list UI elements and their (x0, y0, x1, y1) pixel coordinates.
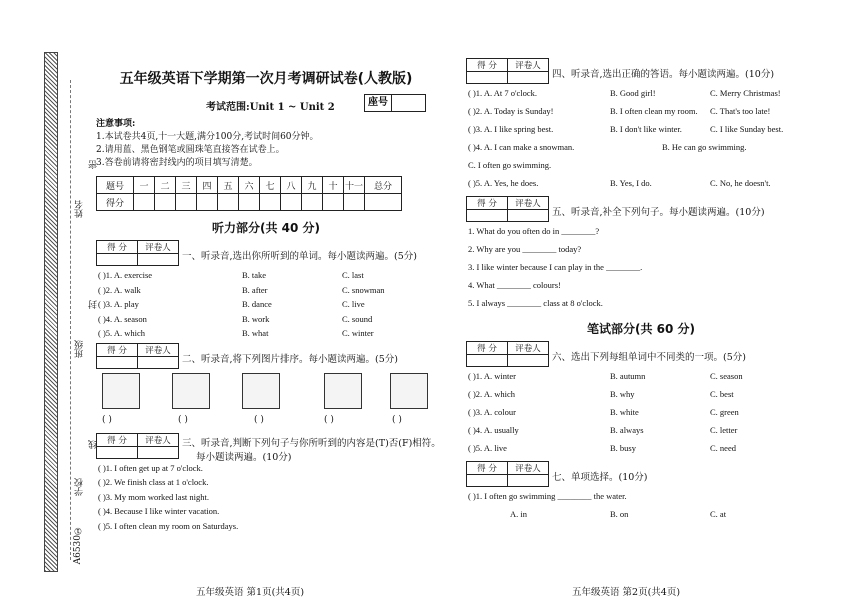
exam-title: 五年级英语下学期第一次月考调研试卷(人教版) (119, 71, 413, 87)
picture-row (96, 371, 436, 431)
q-text: 3. I like winter because I can play in the ________. (468, 262, 643, 272)
score-cell[interactable] (260, 194, 281, 211)
grader-cell[interactable] (138, 446, 179, 458)
q-option-c: C. snowman (342, 284, 385, 295)
picture-snowman-icon (390, 373, 428, 409)
answer-paren[interactable]: ( ) (254, 414, 264, 425)
section-2-title: 二、听录音,将下列图片排序。每小题读两遍。(5分) (182, 353, 398, 365)
score-header: 六 (239, 177, 260, 194)
grader-box (466, 461, 549, 487)
grader-box (96, 240, 179, 266)
seat-box[interactable] (364, 94, 426, 112)
score-header: 题号 (97, 177, 134, 194)
score-header: 九 (302, 177, 323, 194)
binding-strip (44, 52, 58, 572)
score-header: 二 (155, 177, 176, 194)
picture-swimming-icon (242, 373, 280, 409)
answer-paren[interactable]: ( ) (178, 414, 188, 425)
q-option-a: A. in (510, 509, 527, 519)
q-option-a: ( )3. A. I like spring best. (468, 124, 554, 134)
grader-cell[interactable] (138, 254, 179, 266)
grader-score-label: 得 分 (467, 197, 508, 210)
q-option-c: C. live (342, 299, 365, 309)
q-option-c: C. That's too late! (710, 106, 771, 116)
question-row (96, 504, 436, 519)
q-option-c: C. last (342, 270, 364, 280)
q-option-c: C. winter (342, 328, 374, 338)
q-option-b: B. always (610, 425, 644, 435)
q-option-c: C. letter (710, 425, 738, 435)
score-cell[interactable] (197, 194, 218, 211)
question-row (466, 224, 816, 242)
range-row (96, 94, 436, 116)
binding-line (70, 80, 71, 560)
score-header: 十 (323, 177, 344, 194)
seat-label: 座号 (365, 95, 392, 111)
q-text: 5. I always ________ class at 8 o'clock. (468, 298, 603, 308)
question-row (96, 475, 436, 490)
grader-person-label: 评卷人 (138, 241, 179, 254)
q-option-b: B. white (610, 407, 639, 417)
q-option-a: ( )5. A. which (98, 328, 145, 338)
seal-char-3: 线 (89, 440, 99, 449)
grader-cell[interactable] (97, 446, 138, 458)
question-row (466, 423, 816, 441)
note-item: 1.本试卷共4页,十一大题,满分100分,考试时间60分钟。 (96, 132, 319, 142)
q-option-b: B. Good girl! (610, 88, 656, 98)
picture-shopping-icon (172, 373, 210, 409)
grader-cell[interactable] (97, 254, 138, 266)
q-option-a: ( )1. A. At 7 o'clock. (468, 88, 538, 98)
q-option-b: B. I don't like winter. (610, 124, 682, 134)
grader-person-label: 评卷人 (508, 342, 549, 355)
q-option-c: C. best (710, 389, 734, 399)
section-5-title: 五、听录音,补全下列句子。每小题读两遍。(10分) (552, 207, 765, 218)
grader-cell[interactable] (467, 72, 508, 84)
section-6-title: 六、选出下列每组单词中不同类的一项。(5分) (552, 352, 746, 363)
q-text: ( )1. I often go swimming ________ the water. (468, 491, 627, 501)
score-header: 三 (176, 177, 197, 194)
q-option-a: ( )4. A. I can make a snowman. (468, 142, 575, 152)
score-cell[interactable] (302, 194, 323, 211)
answer-paren[interactable]: ( ) (102, 414, 112, 425)
section-1-title: 一、听录音,选出你所听到的单词。每小题读两遍。(5分) (182, 251, 417, 262)
section-2-header (96, 343, 436, 371)
section-7-title: 七、单项选择。(10分) (552, 472, 648, 483)
grader-score-label: 得 分 (467, 462, 508, 475)
q-option-b: B. He can go swimming. (662, 142, 747, 152)
grader-box (96, 433, 179, 459)
q-option-c: C. I like Sunday best. (710, 124, 784, 134)
left-column (96, 60, 441, 533)
q-option-a: ( )3. A. colour (468, 407, 516, 417)
question-row (466, 242, 816, 260)
q-text: 1. What do you often do in ________? (468, 226, 600, 236)
question-row (466, 489, 816, 507)
writing-part-title: 笔试部分(共 60 分) (586, 322, 696, 336)
answer-paren[interactable]: ( ) (324, 414, 334, 425)
grader-box (466, 58, 549, 84)
grader-person-label: 评卷人 (508, 462, 549, 475)
grader-score-label: 得 分 (467, 59, 508, 72)
score-cell[interactable] (365, 194, 402, 211)
notes-heading: 注意事项: (96, 119, 136, 129)
score-cell[interactable] (176, 194, 197, 211)
q-option-c: C. Merry Christmas! (710, 88, 781, 98)
q-option-b: B. dance (242, 299, 272, 309)
q-option-b: B. what (242, 328, 269, 338)
section-4-title: 四、听录音,选出正确的答语。每小题读两遍。(10分) (552, 69, 775, 80)
grader-cell[interactable] (467, 355, 508, 367)
score-row-label: 得分 (97, 194, 134, 211)
score-header: 五 (218, 177, 239, 194)
q-text: 2. Why are you ________ today? (468, 244, 582, 254)
picture-cleaning-icon (102, 373, 140, 409)
grader-cell[interactable] (508, 210, 549, 222)
question-row (466, 278, 816, 296)
grader-cell[interactable] (508, 355, 549, 367)
q-option-a: ( )2. A. which (468, 389, 515, 399)
class-label: 班级 (75, 340, 85, 358)
q-text: ( )5. I often clean my room on Saturdays. (98, 520, 239, 531)
question-row (466, 369, 816, 387)
score-cell[interactable] (344, 194, 365, 211)
grader-box (466, 341, 549, 367)
note-item: 2.请用蓝、黑色钢笔或圆珠笔直接答在试卷上。 (96, 145, 285, 155)
name-label: 姓名 (75, 200, 85, 218)
q-option-c: C. sound (342, 313, 373, 324)
seal-char-1: 密 (89, 160, 99, 169)
grader-person-label: 评卷人 (508, 197, 549, 210)
seal-char-2: 封 (89, 300, 99, 309)
score-header: 四 (197, 177, 218, 194)
question-row (466, 260, 816, 278)
q-option-a: ( )3. A. play (98, 299, 139, 309)
q-option-b: B. on (610, 509, 629, 519)
grader-cell[interactable] (138, 356, 179, 368)
section-3-header (96, 433, 441, 463)
q-option-a: ( )2. A. Today is Sunday! (468, 106, 554, 116)
question-row (96, 461, 436, 476)
exam-range: 考试范围:Unit 1 ~ Unit 2 (206, 102, 335, 113)
paper-code: A6530① (73, 525, 83, 565)
q-text: ( )3. My mom worked last night. (98, 491, 209, 502)
score-cell[interactable] (281, 194, 302, 211)
grader-box (466, 196, 549, 222)
picture-girl-icon (324, 373, 362, 409)
q-option-c: C. green (710, 407, 739, 417)
q-option-b: B. Yes, I do. (610, 178, 652, 188)
score-cell[interactable] (218, 194, 239, 211)
grader-score-label: 得 分 (97, 433, 138, 446)
q-option-b: B. I often clean my room. (610, 106, 698, 116)
grader-cell[interactable] (97, 356, 138, 368)
q-option-a: ( )5. A. live (468, 443, 507, 453)
grader-person-label: 评卷人 (138, 433, 179, 446)
score-header: 总分 (365, 177, 402, 194)
q-option-c: C. at (710, 509, 727, 519)
question-row (96, 326, 436, 341)
question-row (96, 268, 436, 283)
section-5-header (466, 196, 816, 224)
grader-cell[interactable] (467, 475, 508, 487)
question-row (96, 297, 436, 312)
q-option-b: B. why (610, 389, 635, 399)
score-cell[interactable] (239, 194, 260, 211)
q-option-b: B. take (242, 270, 267, 280)
score-cell[interactable] (134, 194, 155, 211)
footer-left: 五年级英语 第1页(共4页) (196, 587, 305, 598)
q-option-b: B. busy (610, 443, 636, 453)
q-text: ( )2. We finish class at 1 o'clock. (98, 477, 209, 487)
q-option-a: ( )1. A. winter (468, 371, 516, 381)
grader-score-label: 得 分 (97, 241, 138, 254)
score-cell[interactable] (155, 194, 176, 211)
section-3-title: 三、听录音,判断下列句子与你所听到的内容是(T)否(F)相符。 (182, 437, 441, 449)
question-row (466, 158, 816, 176)
q-option-a: ( )1. A. exercise (98, 270, 153, 280)
grader-person-label: 评卷人 (138, 343, 179, 356)
question-row (466, 104, 816, 122)
listening-part-title: 听力部分(共 40 分) (211, 221, 321, 235)
grader-cell[interactable] (508, 72, 549, 84)
right-column (466, 56, 816, 525)
q-option-b: B. autumn (610, 371, 646, 381)
q-option-b: B. after (242, 284, 268, 295)
q-text: ( )4. Because I like winter vacation. (98, 506, 220, 516)
question-row (466, 176, 816, 194)
grader-cell[interactable] (508, 475, 549, 487)
score-table (96, 176, 402, 211)
question-row (466, 441, 816, 459)
question-row (466, 122, 816, 140)
grader-cell[interactable] (467, 210, 508, 222)
question-row (96, 283, 436, 298)
answer-paren[interactable]: ( ) (392, 414, 402, 425)
q-option-a: ( )5. A. Yes, he does. (468, 178, 539, 188)
question-row (96, 312, 436, 327)
q-option-c: C. No, he doesn't. (710, 178, 771, 188)
q-option-a: ( )2. A. walk (98, 284, 141, 295)
grader-box (96, 343, 179, 369)
school-label: 学校 (75, 478, 85, 496)
question-row (96, 490, 436, 505)
question-row (466, 296, 816, 314)
score-cell[interactable] (323, 194, 344, 211)
q-text: 4. What ________ colours! (468, 280, 561, 290)
q-option-c: C. I often go swimming. (468, 160, 552, 170)
score-header: 十一 (344, 177, 365, 194)
question-row (466, 507, 816, 525)
score-header: 一 (134, 177, 155, 194)
section-1-header (96, 240, 436, 268)
grader-person-label: 评卷人 (508, 59, 549, 72)
section-7-header (466, 461, 816, 489)
q-option-c: C. season (710, 371, 743, 381)
q-option-b: B. work (242, 313, 270, 324)
question-row (96, 519, 436, 534)
section-4-header (466, 58, 816, 86)
note-item: 3.答卷前请将密封线内的项目填写清楚。 (96, 158, 258, 168)
score-header: 八 (281, 177, 302, 194)
grader-score-label: 得 分 (97, 343, 138, 356)
question-row (466, 140, 816, 158)
question-row (466, 86, 816, 104)
notes (96, 118, 436, 170)
grader-score-label: 得 分 (467, 342, 508, 355)
q-option-a: ( )4. A. usually (468, 425, 519, 435)
q-option-c: C. need (710, 443, 736, 453)
q-text: ( )1. I often get up at 7 o'clock. (98, 462, 203, 473)
section-3-title-2: 每小题读两遍。(10分) (196, 451, 292, 463)
question-row (466, 405, 816, 423)
section-6-header (466, 341, 816, 369)
q-option-a: ( )4. A. season (98, 313, 147, 324)
footer-right: 五年级英语 第2页(共4页) (572, 587, 681, 598)
question-row (466, 387, 816, 405)
score-header: 七 (260, 177, 281, 194)
